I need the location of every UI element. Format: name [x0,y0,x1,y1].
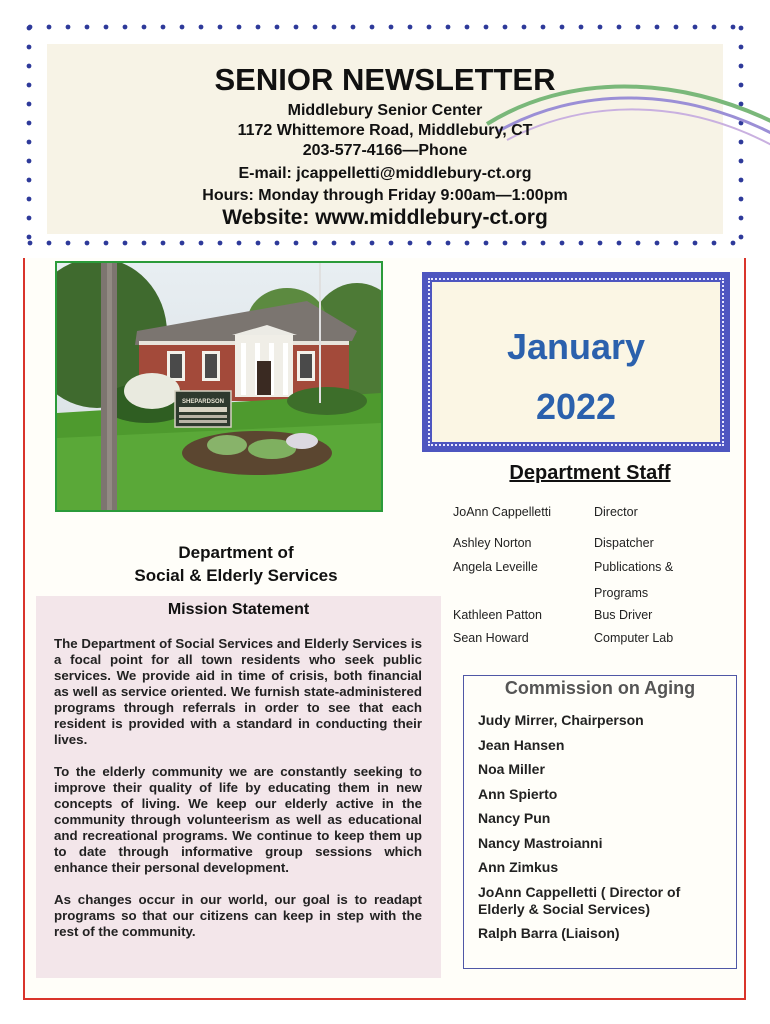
commission-member: Ann Zimkus [478,859,559,875]
newsletter-title: SENIOR NEWSLETTER [214,62,556,97]
org-email[interactable]: E-mail: jcappelletti@middlebury-ct.org [238,165,532,182]
dotted-border-bottom [24,238,746,248]
org-hours: Hours: Monday through Friday 9:00am—1:00pm [202,187,568,204]
svg-text:SHEPARDSON: SHEPARDSON [182,399,224,405]
mission-text [54,636,422,956]
org-website[interactable]: Website: www.middlebury-ct.org [222,206,548,229]
commission-member: Ralph Barra (Liaison) [478,925,620,941]
commission-member: Nancy Mastroianni [478,834,603,851]
mission-paragraph: To the elderly community we are constantly seeking to improve their quality of life by educating them in new concepts of living. We keep our elderly active in the community through volunteerism as well as educational and recreational programs. We continue to keep them up to date through informative group sessions which enhance their personal development. [54,764,422,875]
department-title-line1: Department of [178,543,294,562]
mission-title: Mission Statement [167,601,310,618]
commission-member: Nancy Pun [478,810,551,826]
commission-member: Judy Mirrer, Chairperson [478,712,644,728]
commission-member: Noa Miller [478,761,545,777]
issue-year: 2022 [535,386,617,427]
commission-member: Ann Spierto [478,785,558,802]
staff-role: Dispatcher [594,536,654,550]
org-name: Middlebury Senior Center [287,102,483,119]
staff-name: Angela Leveille [453,560,538,574]
issue-date-box [422,272,730,452]
department-title-line2: Social & Elderly Services [134,566,338,585]
staff-role: Programs [594,586,649,600]
staff-name: JoAnn Cappelletti [453,505,551,519]
staff-name: Kathleen Patton [453,608,542,622]
org-phone: 203-577-4166—Phone [302,142,468,159]
staff-role: Bus Driver [594,608,653,622]
staff-title: Department Staff [509,462,671,484]
shepardson-building-image [57,263,381,510]
mission-statement-panel [36,596,441,978]
org-address: 1172 Whittemore Road, Middlebury, CT [237,122,533,139]
department-title [36,541,436,587]
dotted-border-top [24,22,746,32]
commission-member: Jean Hansen [478,736,565,753]
staff-name: Ashley Norton [453,536,532,550]
staff-role: Director [594,505,638,519]
commission-panel [463,675,737,969]
mission-paragraph: The Department of Social Services and Elderly Services is a focal point for all town residents who seek public services. We provide aid in time of crisis, both financial as well as service oriented. We furnish state-administered programs through referrals in order to see that each resident is provided with a standard in conducting their lives. [54,636,422,747]
staff-role: Computer Lab [594,631,674,645]
staff-role: Publications & [594,560,674,574]
mission-paragraph: As changes occur in our world, our goal is to readapt programs so that our citizens can keep in step with the rest of the community. [54,892,422,939]
staff-name: Sean Howard [453,631,529,645]
issue-month: January [506,326,646,367]
commission-title: Commission on Aging [504,678,696,698]
building-photo [55,261,383,512]
commission-member: JoAnn Cappelletti ( Director of Elderly & Social Services) [478,883,681,917]
commission-member-list [478,712,728,950]
